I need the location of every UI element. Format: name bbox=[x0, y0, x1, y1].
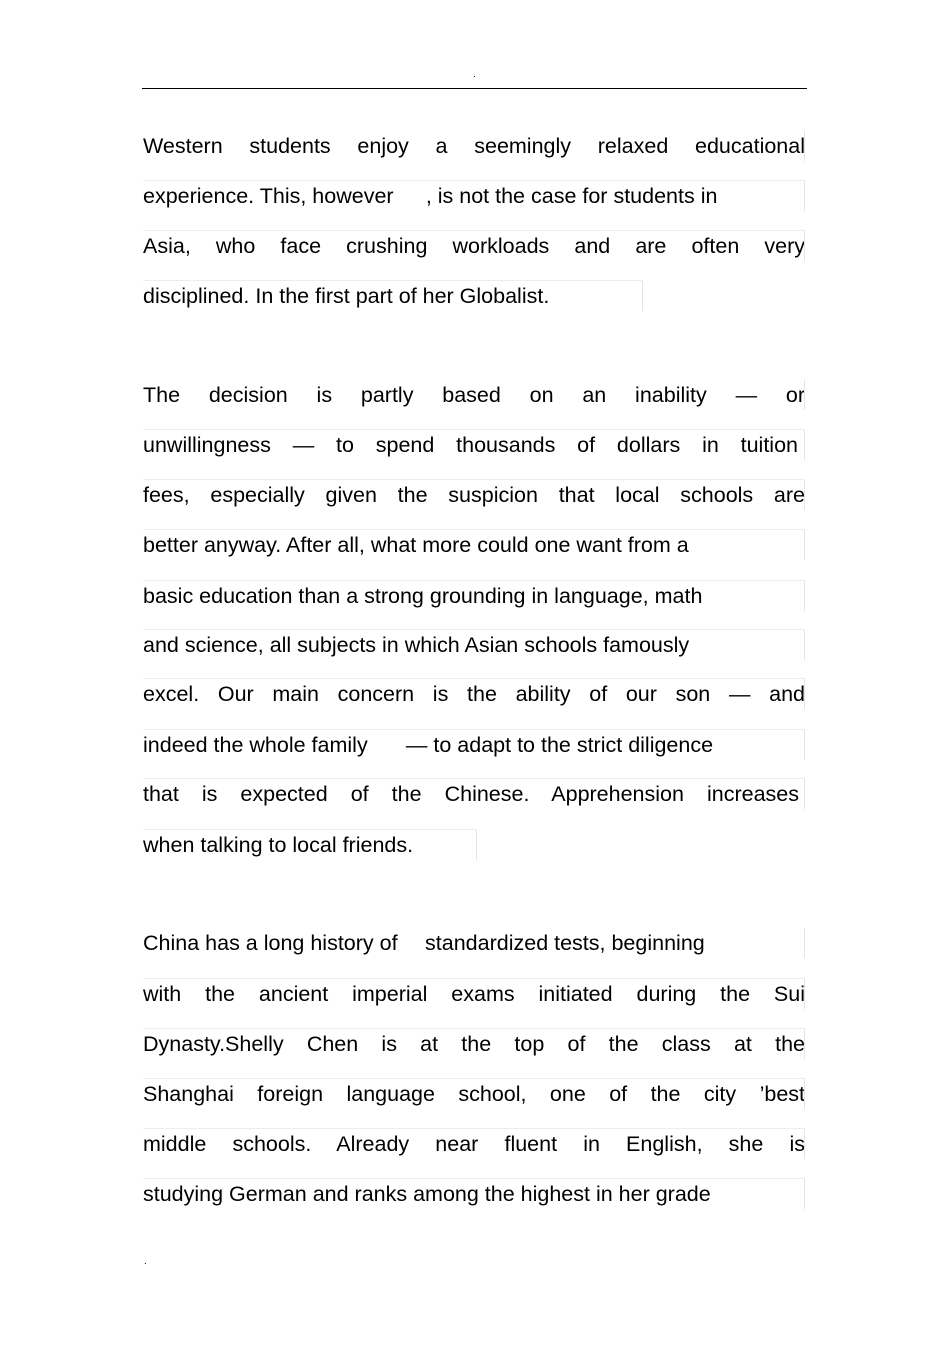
text-line: that is expected of the Chinese. Apprehension increases bbox=[143, 778, 805, 809]
text-line: and science, all subjects in which Asian schools famously bbox=[143, 629, 805, 660]
text-line: excel. Our main concern is the ability of our son — and bbox=[143, 678, 805, 709]
text-line: when talking to local friends. bbox=[143, 829, 477, 860]
text-line: Dynasty.Shelly Chen is at the top of the class at the bbox=[143, 1028, 805, 1059]
text-line: Shanghai foreign language school, one of the city ’best bbox=[143, 1078, 805, 1109]
text-line: middle schools. Already near fluent in English, she is bbox=[143, 1128, 805, 1159]
header-mark: . bbox=[473, 69, 476, 80]
text-line: with the ancient imperial exams initiated during the Sui bbox=[143, 978, 805, 1009]
text-line: indeed the whole family — to adapt to the strict diligence bbox=[143, 729, 805, 760]
text-line: experience. This, however , is not the case for students in bbox=[143, 180, 805, 211]
text-line: studying German and ranks among the highest in her grade bbox=[143, 1178, 805, 1209]
text-line: Asia, who face crushing workloads and are often very bbox=[143, 230, 805, 261]
text-line: basic education than a strong grounding in language, math bbox=[143, 580, 805, 611]
footer-mark: . bbox=[144, 1256, 147, 1267]
text-line: disciplined. In the first part of her Globalist. bbox=[143, 280, 643, 311]
text-line: fees, especially given the suspicion that local schools are bbox=[143, 479, 805, 510]
text-line: unwillingness — to spend thousands of dollars in tuition bbox=[143, 429, 805, 460]
text-line: China has a long history of standardized tests, beginning bbox=[143, 928, 805, 958]
text-line: Western students enjoy a seemingly relaxed educational bbox=[143, 131, 805, 161]
text-line: better anyway. After all, what more could one want from a bbox=[143, 529, 805, 560]
text-line: The decision is partly based on an inability — or bbox=[143, 380, 805, 410]
header-rule bbox=[142, 88, 807, 89]
